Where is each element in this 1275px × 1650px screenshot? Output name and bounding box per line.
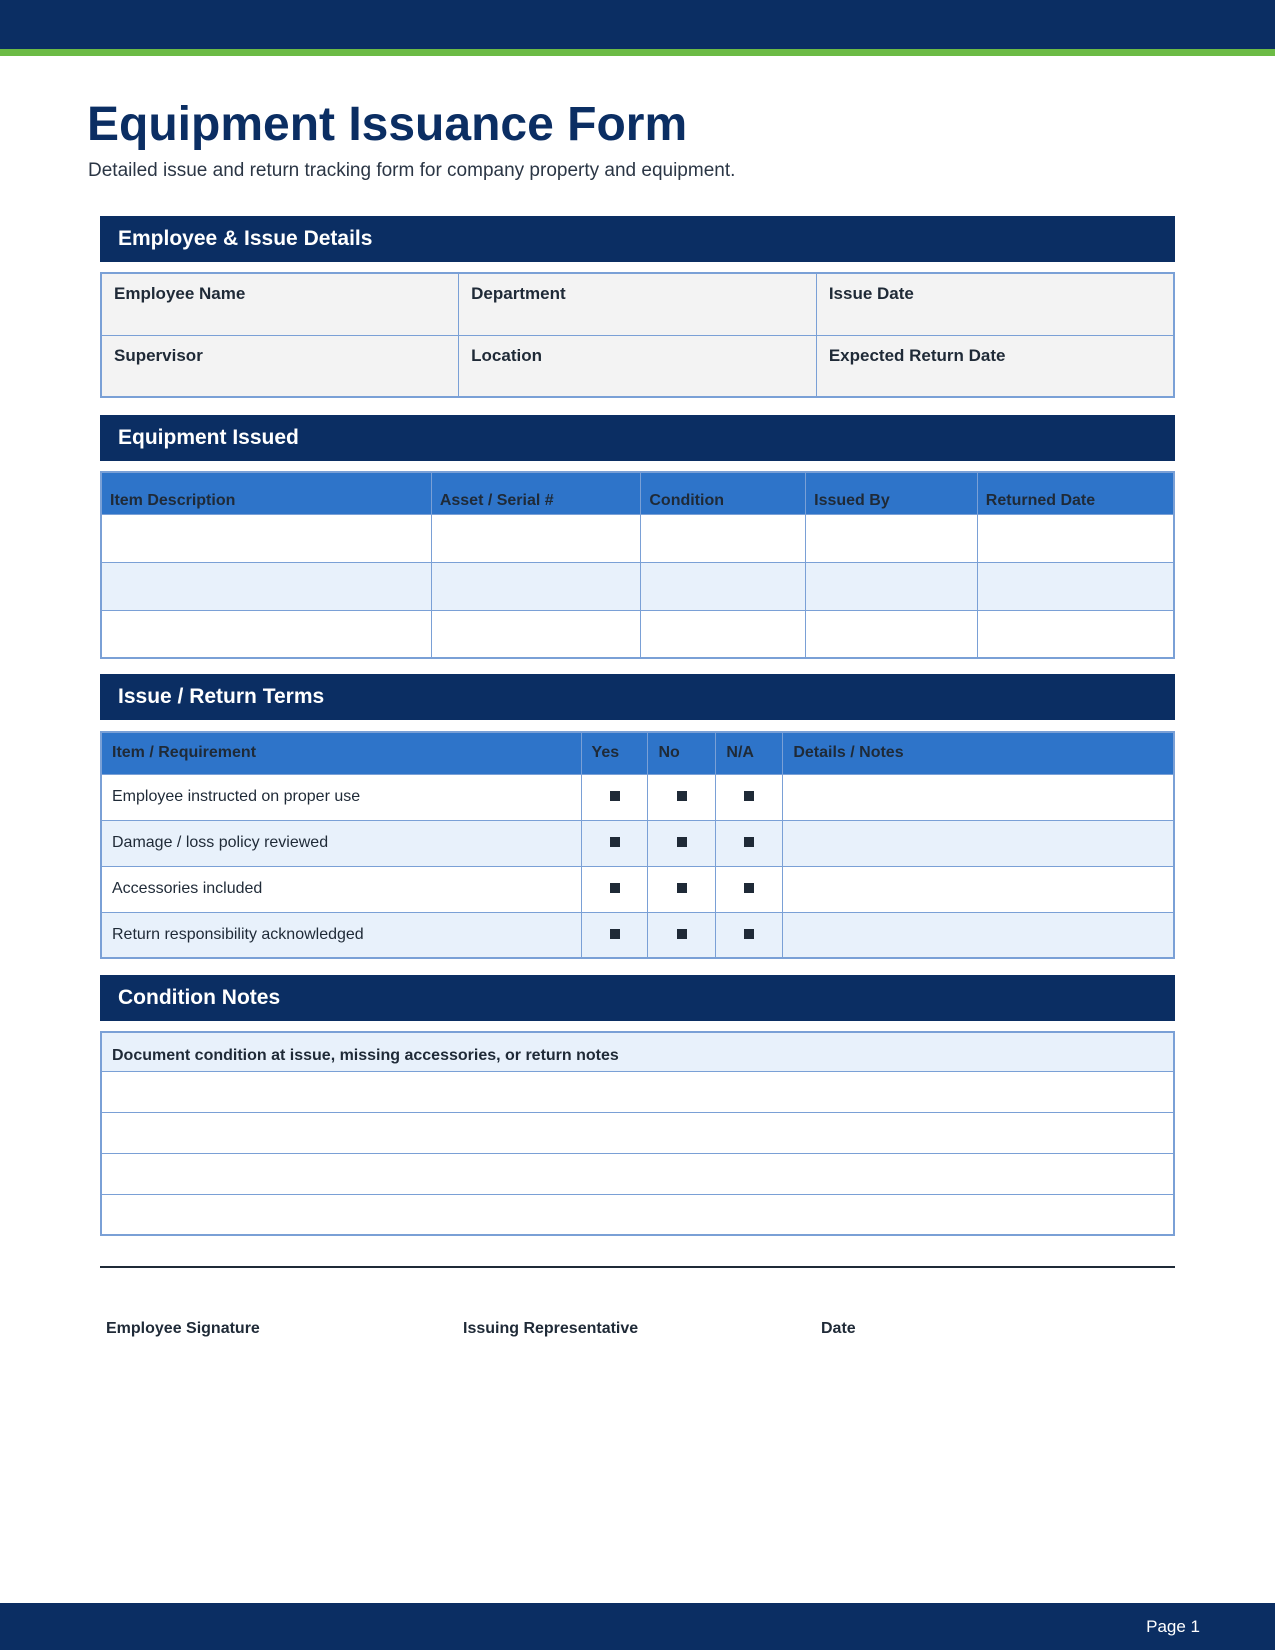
requirement-label: Damage / loss policy reviewed [101,820,581,866]
table-cell[interactable] [641,610,806,658]
table-cell[interactable] [641,562,806,610]
table-cell[interactable] [101,562,431,610]
section-header-equipment: Equipment Issued [100,415,1175,461]
table-cell[interactable] [641,514,806,562]
supervisor-field[interactable]: Supervisor [101,335,459,397]
notes-line-field[interactable] [101,1112,1174,1153]
details-notes-cell[interactable] [783,912,1174,958]
column-header: Item / Requirement [101,732,581,774]
notes-line-field[interactable] [101,1071,1174,1112]
top-banner [0,0,1275,49]
column-header: N/A [716,732,783,774]
expected-return-date-field[interactable]: Expected Return Date [816,335,1174,397]
table-header-row [101,732,1174,774]
employee-name-field[interactable]: Employee Name [101,273,459,335]
table-cell[interactable] [806,562,978,610]
checkbox-icon [610,791,620,801]
notes-table [100,1031,1175,1236]
signature-date-label: Date [821,1320,856,1337]
table-cell[interactable] [977,562,1174,610]
requirement-label: Employee instructed on proper use [101,774,581,820]
notes-line [101,1071,1174,1112]
page-number: Page 1 [1146,1617,1200,1636]
details-row [101,273,1174,335]
column-header: No [648,732,716,774]
column-header: Returned Date [977,472,1174,514]
employee-signature-label: Employee Signature [106,1320,260,1337]
notes-line-field[interactable] [101,1194,1174,1235]
page-title: Equipment Issuance Form [87,98,688,151]
na-checkbox[interactable] [716,866,783,912]
table-row [101,774,1174,820]
details-notes-cell[interactable] [783,820,1174,866]
details-table [100,272,1175,398]
na-checkbox[interactable] [716,774,783,820]
notes-line [101,1153,1174,1194]
table-cell[interactable] [431,610,641,658]
signature-divider [100,1266,1175,1268]
yes-checkbox[interactable] [581,774,648,820]
notes-header-row [101,1032,1174,1071]
checkbox-icon [610,837,620,847]
checkbox-icon [610,929,620,939]
column-header: Item Description [101,472,431,514]
column-header: Asset / Serial # [431,472,641,514]
notes-line-field[interactable] [101,1153,1174,1194]
table-row [101,610,1174,658]
table-header-row [101,472,1174,514]
column-header: Yes [581,732,648,774]
table-cell[interactable] [977,514,1174,562]
column-header: Issued By [806,472,978,514]
details-row [101,335,1174,397]
notes-line [101,1112,1174,1153]
terms-table [100,731,1175,959]
table-cell[interactable] [101,514,431,562]
issue-date-field[interactable]: Issue Date [816,273,1174,335]
table-row [101,562,1174,610]
table-cell[interactable] [806,514,978,562]
checkbox-icon [677,883,687,893]
checkbox-icon [744,929,754,939]
equipment-table [100,471,1175,659]
table-cell[interactable] [806,610,978,658]
table-cell[interactable] [431,514,641,562]
requirement-label: Return responsibility acknowledged [101,912,581,958]
checkbox-icon [677,791,687,801]
section-header-details: Employee & Issue Details [100,216,1175,262]
requirement-label: Accessories included [101,866,581,912]
table-cell[interactable] [431,562,641,610]
accent-stripe [0,49,1275,56]
column-header: Details / Notes [783,732,1174,774]
notes-instructions: Document condition at issue, missing accessories, or return notes [101,1032,1174,1071]
no-checkbox[interactable] [648,912,716,958]
no-checkbox[interactable] [648,774,716,820]
checkbox-icon [677,929,687,939]
no-checkbox[interactable] [648,866,716,912]
table-row [101,820,1174,866]
table-cell[interactable] [101,610,431,658]
checkbox-icon [677,837,687,847]
notes-line [101,1194,1174,1235]
page-subtitle: Detailed issue and return tracking form for company property and equipment. [88,160,736,181]
issuing-representative-label: Issuing Representative [463,1320,639,1337]
yes-checkbox[interactable] [581,820,648,866]
table-row [101,912,1174,958]
na-checkbox[interactable] [716,912,783,958]
department-field[interactable]: Department [459,273,817,335]
table-cell[interactable] [977,610,1174,658]
yes-checkbox[interactable] [581,866,648,912]
footer-bar [0,1603,1275,1650]
details-notes-cell[interactable] [783,774,1174,820]
checkbox-icon [610,883,620,893]
no-checkbox[interactable] [648,820,716,866]
location-field[interactable]: Location [459,335,817,397]
section-header-notes: Condition Notes [100,975,1175,1021]
checkbox-icon [744,791,754,801]
table-row [101,514,1174,562]
na-checkbox[interactable] [716,820,783,866]
checkbox-icon [744,837,754,847]
yes-checkbox[interactable] [581,912,648,958]
checkbox-icon [744,883,754,893]
section-header-terms: Issue / Return Terms [100,674,1175,720]
column-header: Condition [641,472,806,514]
details-notes-cell[interactable] [783,866,1174,912]
table-row [101,866,1174,912]
